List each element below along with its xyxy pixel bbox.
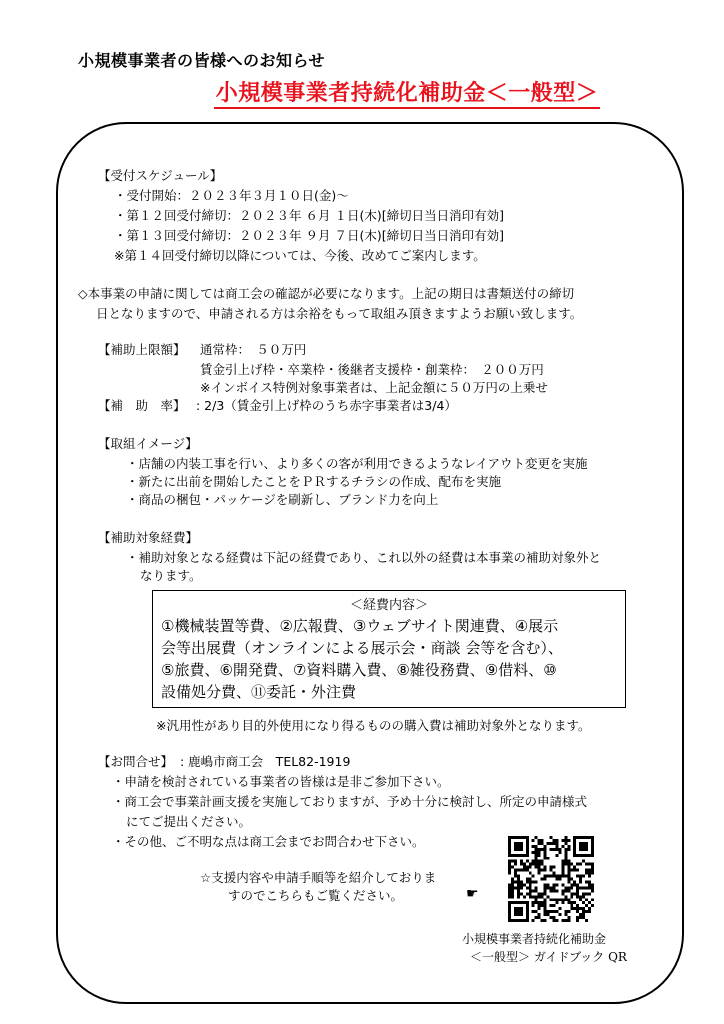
contact-item: ・商工会で事業計画支援を実施しておりますが、予め十分に検討し、所定の申請様式: [112, 794, 588, 809]
example-item: ・新たに出前を開始したことをＰＲするチラシの作成、配布を実施: [126, 474, 502, 489]
examples-heading: 【取組イメージ】: [98, 436, 198, 451]
schedule-item: ・受付開始：２０２３年３月１０日(金)～: [114, 188, 349, 203]
page-title: [0, 76, 724, 107]
expense-box-line: 設備処分費、⑪委託・外注費: [161, 683, 357, 701]
schedule-note: ※第１４回受付締切以降については、今後、改めてご案内します。: [114, 248, 486, 263]
guide-line: ☆支援内容や申請手順等を紹介しておりま: [200, 870, 437, 885]
contact-org: : 鹿嶋市商工会 TEL82-1919: [180, 754, 351, 769]
expense-box-heading: ＜経費内容＞: [349, 598, 428, 613]
contact-item: にてご提出ください。: [126, 814, 252, 829]
application-note-line: 日となりますので、申請される方は余裕をもって取組み頂きますようお願い致します。: [96, 306, 583, 321]
contact-heading: 【お問合せ】: [98, 754, 174, 769]
expense-box-line: ⑤旅費、⑥開発費、⑦資料購入費、⑧雑役務費、⑨借料、⑩: [161, 661, 557, 679]
page-title-text: 小規模事業者持続化補助金＜一般型＞: [214, 81, 601, 109]
expense-box-line: ①機械装置等費、②広報費、③ウェブサイト関連費、④展示: [161, 617, 559, 635]
limit-heading: 【補助上限額】: [98, 342, 186, 357]
expenses-line: なります。: [140, 568, 202, 583]
qr-caption: 小規模事業者持続化補助金: [462, 932, 607, 946]
schedule-item: ・第１３回受付締切：２０２３年 ９月 ７日(木)[締切日当日消印有効]: [114, 228, 504, 243]
expense-box-line: 会等出展費（オンラインによる展示会・商談 会等を含む）、: [161, 639, 563, 657]
expenses-heading: 【補助対象経費】: [98, 530, 199, 545]
example-item: ・店舗の内装工事を行い、より多くの客が利用できるようなレイアウト変更を実施: [126, 456, 588, 471]
contact-item: ・申請を検討されている事業者の皆様は是非ご参加下さい。: [112, 774, 450, 789]
limit-line: 賃金引上げ枠・卒業枠・後継者支援枠・創業枠： ２００万円: [200, 362, 544, 377]
rate-heading: 【補 助 率】: [98, 398, 186, 413]
application-note-line: ◇本事業の申請に関しては商工会の確認が必要になります。上記の期日は書類送付の締切: [78, 286, 575, 301]
notice-heading: 小規模事業者の皆様へのお知らせ: [78, 51, 326, 70]
schedule-item: ・第１２回受付締切：２０２３年 ６月 １日(木)[締切日当日消印有効]: [114, 208, 504, 223]
expenses-line: ・補助対象となる経費は下記の経費であり、これ以外の経費は本事業の補助対象外と: [126, 550, 602, 565]
expenses-note: ※汎用性があり目的外使用になり得るものの購入費は補助対象外となります。: [156, 718, 591, 733]
pointing-hand-icon: ☛: [466, 886, 479, 902]
qr-code-icon[interactable]: [508, 836, 594, 922]
expense-items-box: [152, 590, 626, 708]
qr-caption: ＜一般型＞ ガイドブック QR: [470, 950, 627, 964]
schedule-heading: 【受付スケジュール】: [98, 168, 223, 183]
rate-value: : 2/3（賃金引上げ枠のうち赤字事業者は3/4）: [196, 398, 457, 413]
limit-line: 通常枠： ５０万円: [200, 342, 307, 357]
guide-line: すのでこちらもご覧ください。: [228, 888, 404, 903]
example-item: ・商品の梱包・パッケージを刷新し、ブランド力を向上: [126, 492, 439, 507]
limit-line: ※インボイス特例対象事業者は、上記金額に５０万円の上乗せ: [200, 380, 548, 395]
contact-item: ・その他、ご不明な点は商工会までお問合わせ下さい。: [112, 834, 425, 849]
